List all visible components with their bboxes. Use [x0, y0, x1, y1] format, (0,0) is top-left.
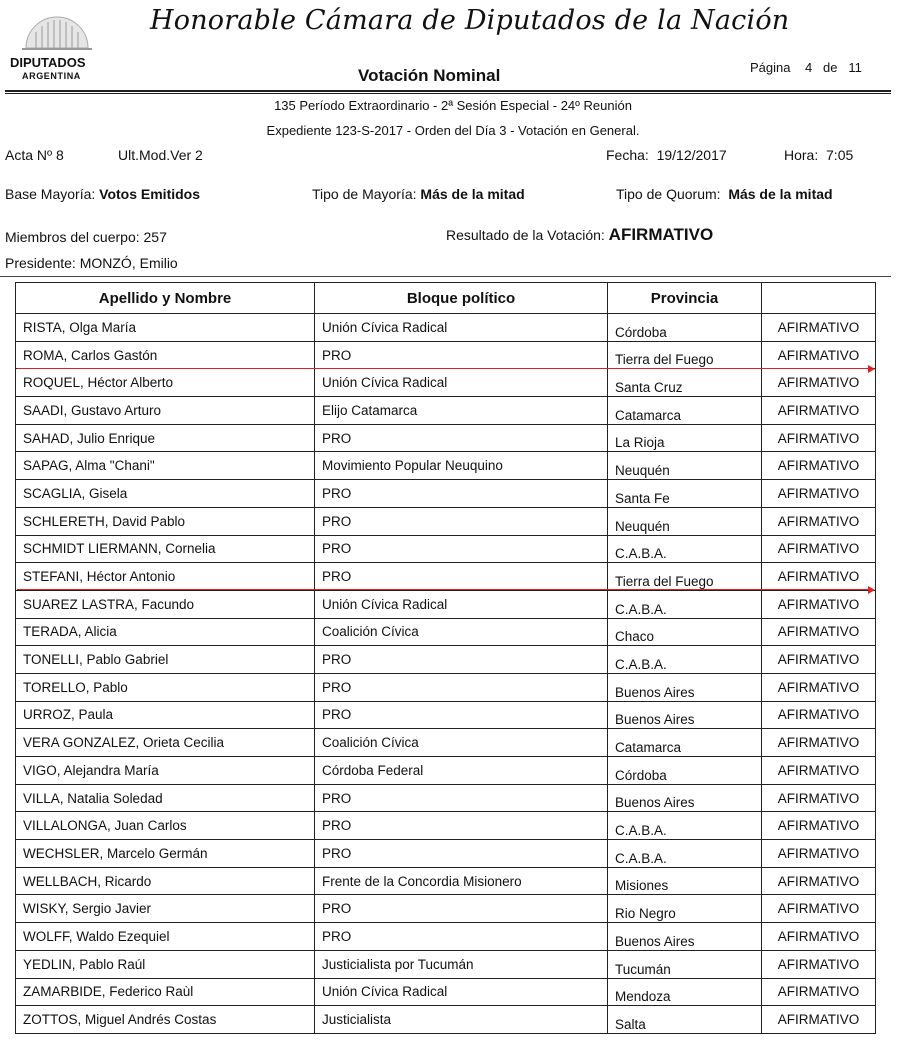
majority-type-label: Tipo de Mayoría: — [312, 186, 417, 202]
cell-name: ZAMARBIDE, Federico Raùl — [16, 978, 315, 1006]
page-number: 4 — [804, 60, 813, 75]
cell-name: VERA GONZALEZ, Orieta Cecilia — [16, 729, 315, 757]
cell-province: Neuquén — [608, 452, 762, 480]
chamber-title: Honorable Cámara de Diputados de la Nación — [150, 5, 790, 36]
majority-type — [312, 186, 525, 202]
section-rule — [0, 276, 891, 277]
cell-vote: AFIRMATIVO — [762, 646, 876, 674]
arrow-head-icon — [868, 365, 875, 373]
table-row — [16, 701, 876, 729]
cell-bloc: PRO — [315, 840, 608, 868]
cell-name: YEDLIN, Pablo Raúl — [16, 950, 315, 978]
cell-name: ROQUEL, Héctor Alberto — [16, 369, 315, 397]
cell-vote: AFIRMATIVO — [762, 950, 876, 978]
cell-name: URROZ, Paula — [16, 701, 315, 729]
majority-type-value: Más de la mitad — [420, 186, 525, 202]
quorum-type — [616, 186, 833, 202]
cell-bloc: PRO — [315, 535, 608, 563]
table-row — [16, 923, 876, 951]
table-row — [16, 341, 876, 369]
cell-bloc: PRO — [315, 341, 608, 369]
date — [606, 147, 727, 163]
cell-province: C.A.B.A. — [608, 812, 762, 840]
cell-vote: AFIRMATIVO — [762, 673, 876, 701]
cell-vote: AFIRMATIVO — [762, 840, 876, 868]
cell-name: SCHMIDT LIERMANN, Cornelia — [16, 535, 315, 563]
cell-province: Buenos Aires — [608, 673, 762, 701]
table-row — [16, 978, 876, 1006]
acta-number: Acta Nº 8 — [5, 147, 64, 163]
cell-name: VIGO, Alejandra María — [16, 757, 315, 785]
cell-name: SUAREZ LASTRA, Facundo — [16, 590, 315, 618]
table-row — [16, 729, 876, 757]
cell-province: C.A.B.A. — [608, 646, 762, 674]
cell-bloc: PRO — [315, 480, 608, 508]
majority-base — [5, 186, 200, 202]
cell-name: TERADA, Alicia — [16, 618, 315, 646]
cell-province: Tierra del Fuego — [608, 341, 762, 369]
cell-bloc: PRO — [315, 784, 608, 812]
cell-vote: AFIRMATIVO — [762, 424, 876, 452]
cell-name: SCHLERETH, David Pablo — [16, 507, 315, 535]
cell-bloc: PRO — [315, 507, 608, 535]
cell-bloc: PRO — [315, 424, 608, 452]
cell-bloc: PRO — [315, 701, 608, 729]
cell-province: Mendoza — [608, 978, 762, 1006]
document-subtitle: Votación Nominal — [358, 66, 501, 85]
cell-bloc: Justicialista por Tucumán — [315, 950, 608, 978]
expediente-line: Expediente 123-S-2017 - Orden del Día 3 - Votación en General. — [266, 123, 640, 138]
column-header-province: Provincia — [608, 283, 762, 314]
cell-vote: AFIRMATIVO — [762, 618, 876, 646]
cell-bloc: Movimiento Popular Neuquino — [315, 452, 608, 480]
page-total: 11 — [848, 60, 862, 75]
cell-bloc: Coalición Cívica — [315, 729, 608, 757]
cell-province: C.A.B.A. — [608, 840, 762, 868]
cell-vote: AFIRMATIVO — [762, 341, 876, 369]
cell-name: ROMA, Carlos Gastón — [16, 341, 315, 369]
quorum-type-value: Más de la mitad — [728, 186, 833, 202]
cell-province: Córdoba — [608, 757, 762, 785]
cell-bloc: PRO — [315, 895, 608, 923]
date-label: Fecha: — [606, 147, 649, 163]
table-row — [16, 867, 876, 895]
cell-vote: AFIRMATIVO — [762, 480, 876, 508]
cell-name: WOLFF, Waldo Ezequiel — [16, 923, 315, 951]
cell-vote: AFIRMATIVO — [762, 923, 876, 951]
vote-result-value: AFIRMATIVO — [608, 225, 714, 244]
majority-base-label: Base Mayoría: — [5, 186, 96, 202]
cell-province: Buenos Aires — [608, 701, 762, 729]
column-header-name: Apellido y Nombre — [16, 283, 315, 314]
table-row — [16, 784, 876, 812]
cell-bloc: Unión Cívica Radical — [315, 369, 608, 397]
president-name: MONZÓ, Emilio — [79, 255, 178, 271]
cell-vote: AFIRMATIVO — [762, 867, 876, 895]
red-underline-mark — [17, 589, 868, 590]
cell-province: Salta — [608, 1006, 762, 1034]
date-value: 19/12/2017 — [656, 147, 727, 163]
cell-name: VILLALONGA, Juan Carlos — [16, 812, 315, 840]
cell-province: Misiones — [608, 867, 762, 895]
table-row — [16, 590, 876, 618]
cell-bloc: PRO — [315, 812, 608, 840]
cell-province: Buenos Aires — [608, 784, 762, 812]
time-value: 7:05 — [826, 147, 854, 163]
cell-province: Rio Negro — [608, 895, 762, 923]
cell-province: Tierra del Fuego — [608, 563, 762, 591]
table-row — [16, 812, 876, 840]
cell-province: Catamarca — [608, 729, 762, 757]
members-label: Miembros del cuerpo: — [5, 229, 140, 245]
cell-province: Santa Cruz — [608, 369, 762, 397]
table-row — [16, 1006, 876, 1034]
president-label: Presidente: — [5, 255, 76, 271]
cell-bloc: Córdoba Federal — [315, 757, 608, 785]
table-row — [16, 535, 876, 563]
table-row — [16, 895, 876, 923]
cell-name: SCAGLIA, Gisela — [16, 480, 315, 508]
column-header-vote — [762, 283, 876, 314]
column-header-bloc: Bloque político — [315, 283, 608, 314]
cell-name: SAADI, Gustavo Arturo — [16, 397, 315, 425]
table-row — [16, 757, 876, 785]
cell-vote: AFIRMATIVO — [762, 978, 876, 1006]
time — [784, 147, 853, 163]
cell-bloc: PRO — [315, 673, 608, 701]
cell-name: WELLBACH, Ricardo — [16, 867, 315, 895]
table-row — [16, 397, 876, 425]
cell-vote: AFIRMATIVO — [762, 784, 876, 812]
cell-province: La Rioja — [608, 424, 762, 452]
header-rule — [5, 90, 891, 92]
cell-vote: AFIRMATIVO — [762, 452, 876, 480]
cell-vote: AFIRMATIVO — [762, 895, 876, 923]
cell-province: Catamarca — [608, 397, 762, 425]
arrow-head-icon — [868, 586, 875, 594]
cell-province: Neuquén — [608, 507, 762, 535]
congress-building-icon — [18, 8, 96, 52]
members-count: 257 — [143, 229, 167, 245]
cell-bloc: Unión Cívica Radical — [315, 978, 608, 1006]
table-row — [16, 646, 876, 674]
vote-result-label: Resultado de la Votación: — [446, 227, 605, 243]
table-row — [16, 950, 876, 978]
vote-result — [446, 225, 713, 245]
cell-bloc: Coalición Cívica — [315, 618, 608, 646]
cell-name: STEFANI, Héctor Antonio — [16, 563, 315, 591]
cell-province: Tucumán — [608, 950, 762, 978]
cell-bloc: Frente de la Concordia Misionero — [315, 867, 608, 895]
table-row — [16, 618, 876, 646]
cell-vote: AFIRMATIVO — [762, 535, 876, 563]
page-indicator — [750, 60, 862, 75]
majority-base-value: Votos Emitidos — [99, 186, 201, 202]
cell-province: Córdoba — [608, 314, 762, 342]
cell-name: WECHSLER, Marcelo Germán — [16, 840, 315, 868]
cell-vote: AFIRMATIVO — [762, 590, 876, 618]
cell-name: WISKY, Sergio Javier — [16, 895, 315, 923]
cell-name: SAHAD, Julio Enrique — [16, 424, 315, 452]
cell-vote: AFIRMATIVO — [762, 812, 876, 840]
cell-vote: AFIRMATIVO — [762, 701, 876, 729]
logo — [18, 8, 96, 57]
table-row — [16, 840, 876, 868]
cell-vote: AFIRMATIVO — [762, 563, 876, 591]
cell-bloc: PRO — [315, 646, 608, 674]
cell-name: TONELLI, Pablo Gabriel — [16, 646, 315, 674]
cell-vote: AFIRMATIVO — [762, 757, 876, 785]
time-label: Hora: — [784, 147, 819, 163]
cell-province: C.A.B.A. — [608, 535, 762, 563]
red-underline-mark — [17, 368, 868, 369]
table-header-row — [16, 283, 876, 314]
table-row — [16, 369, 876, 397]
cell-province: Buenos Aires — [608, 923, 762, 951]
table-row — [16, 452, 876, 480]
table-row — [16, 563, 876, 591]
cell-province: Chaco — [608, 618, 762, 646]
page-of: de — [823, 60, 838, 75]
cell-vote: AFIRMATIVO — [762, 397, 876, 425]
cell-name: VILLA, Natalia Soledad — [16, 784, 315, 812]
table-row — [16, 673, 876, 701]
cell-bloc: Unión Cívica Radical — [315, 590, 608, 618]
cell-vote: AFIRMATIVO — [762, 507, 876, 535]
table-row — [16, 424, 876, 452]
vote-table — [15, 282, 876, 1034]
cell-vote: AFIRMATIVO — [762, 369, 876, 397]
cell-name: SAPAG, Alma "Chani" — [16, 452, 315, 480]
table-row — [16, 314, 876, 342]
cell-bloc: PRO — [315, 563, 608, 591]
cell-bloc: PRO — [315, 923, 608, 951]
members — [5, 229, 167, 245]
quorum-type-label: Tipo de Quorum: — [616, 186, 721, 202]
page-label: Página — [750, 60, 791, 75]
president — [5, 255, 178, 271]
cell-name: ZOTTOS, Miguel Andrés Costas — [16, 1006, 315, 1034]
session-line: 135 Período Extraordinario - 2ª Sesión Especial - 24º Reunión — [274, 98, 632, 113]
cell-bloc: Justicialista — [315, 1006, 608, 1034]
cell-vote: AFIRMATIVO — [762, 314, 876, 342]
header-rule-thin — [5, 93, 891, 94]
cell-vote: AFIRMATIVO — [762, 1006, 876, 1034]
logo-subtext: ARGENTINA — [22, 71, 81, 81]
table-body — [16, 314, 876, 1034]
table-row — [16, 480, 876, 508]
cell-name: TORELLO, Pablo — [16, 673, 315, 701]
logo-text: DIPUTADOS — [10, 55, 86, 70]
cell-name: RISTA, Olga María — [16, 314, 315, 342]
table-row — [16, 507, 876, 535]
cell-bloc: Elijo Catamarca — [315, 397, 608, 425]
cell-bloc: Unión Cívica Radical — [315, 314, 608, 342]
cell-vote: AFIRMATIVO — [762, 729, 876, 757]
cell-province: C.A.B.A. — [608, 590, 762, 618]
cell-province: Santa Fe — [608, 480, 762, 508]
last-modified: Ult.Mod.Ver 2 — [118, 147, 203, 163]
